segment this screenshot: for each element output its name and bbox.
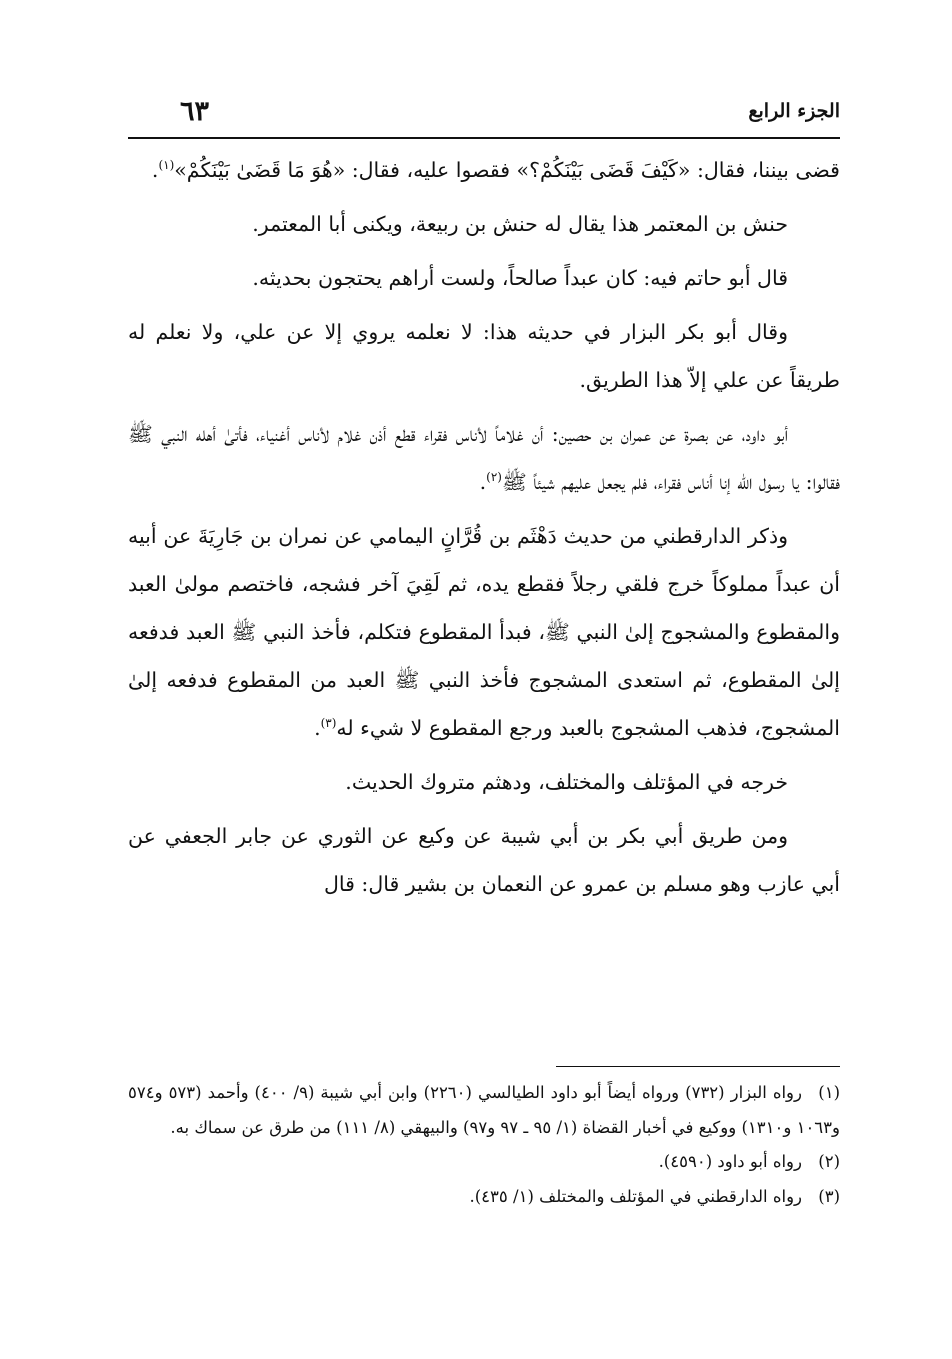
paragraph: أبو داود، عن بصرة عن عمران بن حصين: أن غلاماً لأناس فقراء قطع أذن غلام لأناس أغنياء، فأتىٰ أهله النبي ﷺ فقالوا: يا رسول الله إنا أناس فقراء، فلم يجعل عليهم شيئاً ﷺ$^{(٢)}$.	[128, 422, 840, 494]
page-number: ٦٣	[180, 96, 210, 127]
paragraph: قال أبو حاتم فيه: كان عبداً صالحاً، ولست أراهم يحتجون بحديثه.	[252, 266, 788, 290]
paragraph: ومن طريق أبي بكر بن أبي شيبة عن وكيع عن الثوري عن جابر الجعفي عن أبي عازب وهو مسلم بن عمرو عن النعمان بن بشير قال: قال	[128, 824, 840, 896]
running-title: الجزء الرابع	[748, 100, 840, 122]
footnote-marker: (٣)	[818, 1186, 840, 1206]
paragraph: حنش بن المعتمر هذا يقال له حنش بن ربيعة، ويكنى أبا المعتمر.	[252, 212, 788, 236]
footnote-item: (٣)رواه الدارقطني في المؤتلف والمختلف (١/ ٤٣٥).	[128, 1180, 840, 1215]
footnote-marker: (٢)	[818, 1152, 840, 1171]
body-text	[128, 146, 840, 914]
paragraph: قضى بيننا، فقال: «كَيْفَ قَضَى بَيْنَكُمْ؟» فقصوا عليه، فقال: «هُوَ مَا قَضَىٰ بَيْنَكُمْ»$^{(١)}$.	[151, 158, 840, 182]
paragraph: خرجه في المؤتلف والمختلف، ودهثم متروك الحديث.	[345, 770, 788, 794]
footnote-marker: (١)	[818, 1083, 840, 1102]
header-rule	[128, 137, 840, 139]
page-header	[128, 96, 840, 136]
footnote-ref: (٣)	[320, 716, 337, 731]
footnote-rule	[556, 1066, 840, 1067]
footnotes	[128, 1076, 840, 1214]
footnote-ref: (٢)	[486, 470, 502, 485]
footnote-item: (٢)رواه أبو داود (٤٥٩٠).	[128, 1145, 840, 1180]
footnote-item: (١)رواه البزار (٧٣٢) ورواه أيضاً أبو داود الطيالسي (٢٢٦٠) وابن أبي شيبة (٩/ ٤٠٠) وأحمد (٥٧٣ و٥٧٤ و١٠٦٣ و١٣١٠) ووكيع في أخبار القضاة (١/ ٩٥ ـ ٩٧ و٩٧) والبيهقي (٨/ ١١١) من طرق عن سماك به.	[128, 1076, 840, 1145]
paragraph: وذكر الدارقطني من حديث دَهْثَم بن قُرَّانٍ اليمامي عن نمران بن جَارِيَةَ عن أبيه أن عبداً مملوكاً خرج فلقي رجلاً فقطع يده، ثم لَقِيَ آخر فشجه، فاختصم مولىٰ العبد والمقطوع والمشجوج إلىٰ النبي ﷺ، فبدأ المقطوع فتكلم، فأخذ النبي ﷺ العبد فدفعه إلىٰ المقطوع، ثم استعدى المشجوج فأخذ النبي ﷺ العبد من المقطوع فدفعه إلىٰ المشجوج، فذهب المشجوج بالعبد ورجع المقطوع لا شيء له$^{(٣)}$.	[128, 524, 840, 740]
paragraph: وقال أبو بكر البزار في حديثه هذا: لا نعلمه يروي إلا عن علي، ولا نعلم له طريقاً عن علي إلاّ هذا الطريق.	[128, 320, 840, 392]
footnote-ref: (١)	[158, 158, 175, 173]
